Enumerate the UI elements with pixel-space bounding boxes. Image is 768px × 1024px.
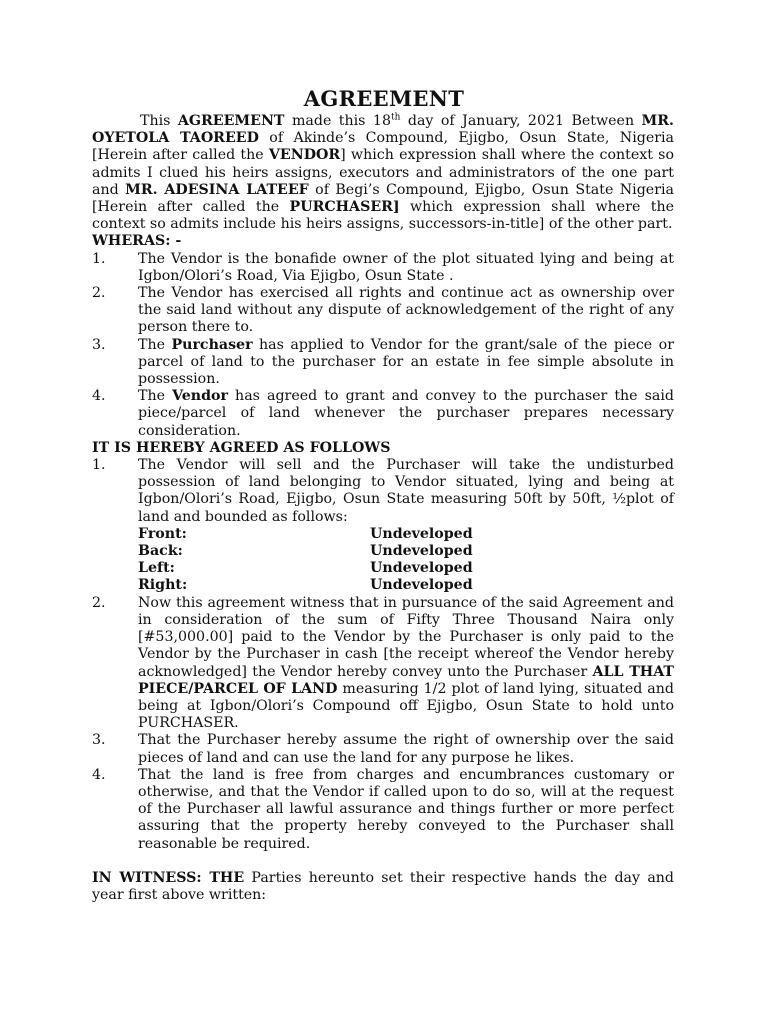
agreed-clause-3	[92, 732, 674, 766]
boundary-label: Back:	[138, 543, 183, 560]
clause-number: 4.	[92, 766, 106, 783]
clause-bold-term: ALL THAT PIECE/PARCEL OF LAND	[138, 663, 674, 697]
witness-paragraph	[92, 870, 674, 904]
clause-text	[138, 595, 674, 733]
boundary-value: Undeveloped	[370, 577, 473, 594]
intro-text: of Akinde’s Compound, Ejigbo, Osun State, Nigeria [Herein after called the	[92, 130, 674, 164]
boundaries-list	[138, 526, 674, 595]
intro-text: ] which expression shall where the context so admits I clued his heirs assigns, executors and administrators of the one part and	[92, 147, 674, 198]
clause-number: 2.	[92, 285, 106, 302]
purchaser-label: PURCHASER]	[289, 199, 400, 216]
clause-text-part: has agreed to grant and convey to the purchaser the said piece/parcel of land whenever the purchaser prepares necessary consideration.	[138, 388, 675, 439]
document-body	[92, 113, 674, 904]
intro-text: of Begi’s Compound, Ejigbo, Osun State Nigeria [Herein after called the	[92, 181, 674, 216]
clause-number: 1.	[92, 457, 106, 474]
intro-text: made this 18	[284, 113, 391, 129]
boundary-row	[138, 577, 674, 594]
boundary-value: Undeveloped	[370, 543, 473, 560]
clause-content	[138, 457, 674, 595]
whereas-clause-4	[92, 388, 674, 440]
intro-text: which expression shall where the context so admits include his heirs assigns, successors-in-title] of the other part.	[92, 199, 674, 233]
clause-bold-term: Vendor	[172, 388, 228, 405]
agreed-clause-2	[92, 595, 674, 733]
clause-text	[138, 388, 674, 440]
clause-number: 3.	[92, 732, 106, 749]
clause-bold-term: Purchaser	[171, 336, 253, 353]
whereas-clause-1	[92, 251, 674, 285]
vendor-label: VENDOR	[268, 147, 341, 164]
clause-text-part: has applied to Vendor for the grant/sale of the piece or parcel of land to the purchaser for an estate in fee simple absolute in possession.	[138, 336, 674, 388]
boundary-value: Undeveloped	[370, 560, 473, 577]
clause-number: 3.	[92, 336, 106, 353]
agreed-clause-1	[92, 457, 674, 595]
whereas-heading: WHERAS: -	[92, 233, 182, 250]
spacer	[92, 853, 674, 870]
clause-text: The Vendor is the bonafide owner of the plot situated lying and being at Igbon/Olori’s Road, Via Ejigbo, Osun State .	[138, 250, 674, 284]
clause-number: 2.	[92, 594, 106, 611]
clause-text: That the Purchaser hereby assume the right of ownership over the said pieces of land and can use the land for any purpose he likes.	[138, 732, 674, 766]
whereas-clause-3	[92, 337, 674, 389]
intro-text: This	[140, 113, 178, 129]
clause-text-part: The	[138, 336, 172, 353]
clause-number: 4.	[92, 388, 106, 405]
witness-text: Parties hereunto set their respective hands the day and year first above written:	[92, 869, 674, 903]
boundary-row	[138, 526, 674, 543]
clause-text: That the land is free from charges and encumbrances customary or otherwise, and that the Vendor if called upon to do so, will at the request of the Purchaser all lawful assurance and things further or more perfect assuring that the property hereby conveyed to the Purchaser shall reasonable be required.	[138, 766, 674, 852]
vendor-name: MR. OYETOLA TAOREED	[92, 113, 674, 147]
clause-text-part: Now this agreement witness that in pursuance of the said Agreement and in consideration of the sum of Fifty Three Thousand Naira only [#53,000.00] paid to the Vendor by the Purchaser is only paid to the Vendor by the Purchaser in cash [the receipt whereof the Vendor hereby acknowledged] the Vendor hereby convey unto the Purchaser	[138, 594, 674, 680]
agreed-clause-4	[92, 767, 674, 853]
boundary-label: Left:	[138, 560, 175, 577]
purchaser-name: MR. ADESINA LATEEF	[125, 181, 309, 198]
intro-paragraph	[92, 113, 674, 233]
boundary-row	[138, 543, 674, 560]
intro-bold-agreement: AGREEMENT	[177, 113, 285, 129]
clause-text-part: The	[138, 388, 173, 405]
clause-text-part: measuring 1/2 plot of land lying, situated and being at Igbon/Olori’s Compound off Ejigbo, Osun State to hold unto PURCHASER.	[138, 680, 674, 732]
intro-text: day of January, 2021 Between	[400, 113, 642, 129]
clause-text	[138, 337, 674, 389]
clause-text: The Vendor has exercised all rights and continue act as ownership over the said land without any dispute of acknowledgement of the right of any person there to.	[138, 285, 674, 336]
boundary-label: Right:	[138, 577, 188, 594]
intro-superscript: th	[390, 112, 401, 123]
whereas-clause-2	[92, 285, 674, 337]
boundary-value: Undeveloped	[370, 525, 473, 542]
clause-number: 1.	[92, 250, 106, 267]
document-title: AGREEMENT	[303, 86, 465, 111]
boundary-label: Front:	[138, 525, 187, 542]
clause-text: The Vendor will sell and the Purchaser will take the undisturbed possession of land belonging to Vendor situated, lying and being at Igbon/Olori’s Road, Ejigbo, Osun State measuring 50ft by 50ft, ½plot of land and bounded as follows:	[138, 457, 674, 525]
witness-bold: IN WITNESS: THE	[92, 869, 245, 886]
boundary-row	[138, 560, 674, 577]
agreed-heading: IT IS HEREBY AGREED AS FOLLOWS	[92, 439, 391, 456]
